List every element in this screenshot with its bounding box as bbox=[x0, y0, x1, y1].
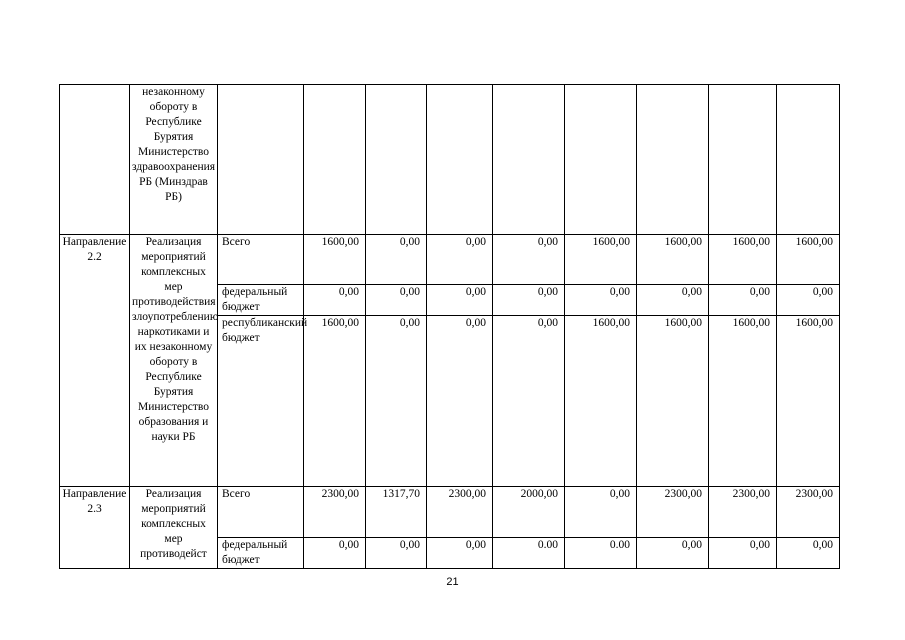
value-cell: 0,00 bbox=[777, 285, 840, 316]
direction-cell bbox=[60, 85, 130, 235]
value-cell: 2000,00 bbox=[493, 487, 565, 538]
value-cell: 1600,00 bbox=[709, 316, 777, 487]
value-cell: 2300,00 bbox=[427, 487, 493, 538]
value-cell: 1600,00 bbox=[637, 235, 709, 285]
description-cell: Реализация мероприятий комплексных мер противодействия злоупотреблению наркотиками и их незаконному обороту в Республике Бурятия Министерство образования и науки РБ bbox=[130, 235, 218, 487]
table-row bbox=[60, 85, 840, 235]
value-cell: 1600,00 bbox=[777, 316, 840, 487]
value-cell: 2300,00 bbox=[709, 487, 777, 538]
value-cell: 0,00 bbox=[565, 487, 637, 538]
description-cell: незаконному обороту в Республике Бурятия Министерство здравоохранения РБ (Минздрав РБ) bbox=[130, 85, 218, 235]
value-cell: 2300,00 bbox=[304, 487, 366, 538]
value-cell: 0,00 bbox=[304, 538, 366, 569]
value-cell: 0,00 bbox=[427, 316, 493, 487]
direction-cell: Направление 2.2 bbox=[60, 235, 130, 487]
source-cell: федеральный бюджет bbox=[218, 538, 304, 569]
value-cell: 0,00 bbox=[493, 285, 565, 316]
source-cell: республиканский бюджет bbox=[218, 316, 304, 487]
value-cell: 0,00 bbox=[637, 538, 709, 569]
value-cell: 0,00 bbox=[709, 538, 777, 569]
page-number: 21 bbox=[446, 576, 459, 588]
value-cell: 0,00 bbox=[637, 285, 709, 316]
value-cell: 1600,00 bbox=[565, 235, 637, 285]
value-cell: 1317,70 bbox=[366, 487, 427, 538]
value-cell: 1600,00 bbox=[637, 316, 709, 487]
value-cell: 1600,00 bbox=[777, 235, 840, 285]
value-cell: 1600,00 bbox=[565, 316, 637, 487]
value-cell: 0,00 bbox=[366, 235, 427, 285]
value-cell: 0,00 bbox=[366, 285, 427, 316]
value-cell: 0.00 bbox=[565, 538, 637, 569]
value-cell: 0,00 bbox=[427, 538, 493, 569]
value-cell: 0,00 bbox=[709, 285, 777, 316]
value-cell: 1600,00 bbox=[304, 316, 366, 487]
value-cell: 1600,00 bbox=[709, 235, 777, 285]
value-cell: 0,00 bbox=[427, 285, 493, 316]
budget-table bbox=[59, 84, 840, 569]
value-cell: 0,00 bbox=[366, 316, 427, 487]
direction-cell: Направление 2.3 bbox=[60, 487, 130, 569]
value-cell: 0,00 bbox=[493, 235, 565, 285]
table-row bbox=[60, 235, 840, 285]
value-cell: 0,00 bbox=[304, 285, 366, 316]
value-cell: 0,00 bbox=[777, 538, 840, 569]
source-cell: Всего bbox=[218, 487, 304, 538]
value-cell: 0,00 bbox=[366, 538, 427, 569]
value-cell: 0,00 bbox=[427, 235, 493, 285]
value-cell: 0,00 bbox=[493, 316, 565, 487]
value-cell: 2300,00 bbox=[777, 487, 840, 538]
value-cell: 0,00 bbox=[565, 285, 637, 316]
table-row bbox=[60, 487, 840, 538]
description-cell: Реализация мероприятий комплексных мер противодейст bbox=[130, 487, 218, 569]
source-cell: Всего bbox=[218, 235, 304, 285]
value-cell: 2300,00 bbox=[637, 487, 709, 538]
source-cell: федеральный бюджет bbox=[218, 285, 304, 316]
value-cell: 1600,00 bbox=[304, 235, 366, 285]
value-cell: 0.00 bbox=[493, 538, 565, 569]
